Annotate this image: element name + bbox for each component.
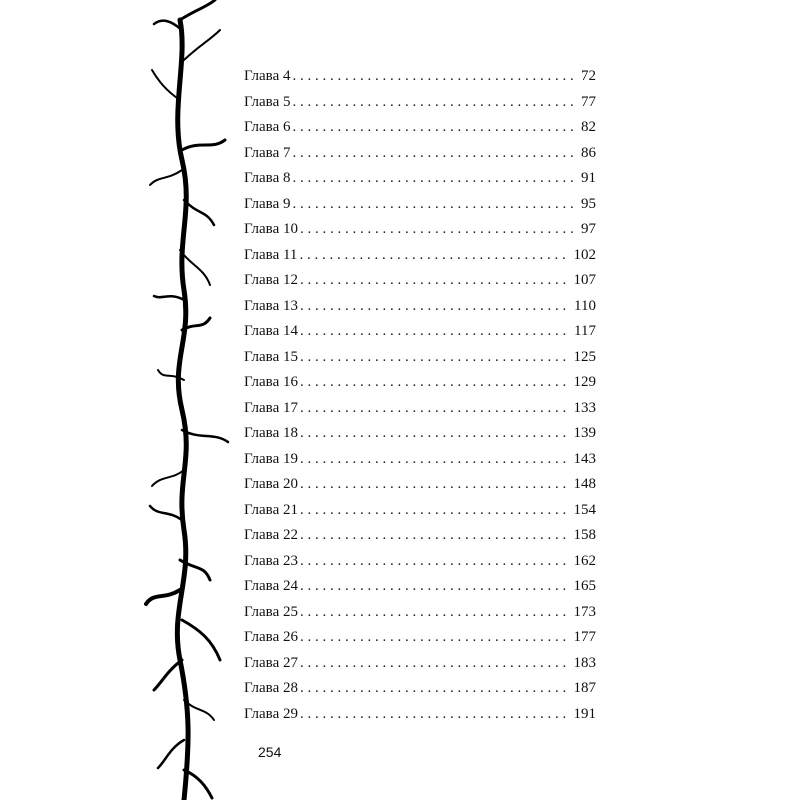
toc-entry: [244, 141, 596, 167]
toc-entry: [244, 574, 596, 600]
dot-leader: [300, 421, 568, 447]
dot-leader: [299, 243, 567, 269]
toc-entry: [244, 676, 596, 702]
toc-entry-title: Глава 21: [244, 501, 298, 518]
toc-entry-page: 97: [581, 221, 596, 237]
toc-entry-title: Глава 28: [244, 680, 298, 696]
toc-entry-title: Глава 11: [244, 246, 298, 263]
dot-leader: [292, 90, 575, 116]
toc-entry-title: Глава 16: [244, 374, 298, 390]
toc-entry: [244, 600, 596, 626]
dot-leader: [292, 192, 575, 218]
toc-entry: [244, 90, 596, 116]
dot-leader: [300, 294, 568, 320]
toc-entry-page: 187: [573, 680, 596, 696]
toc-entry-title: Глава 7: [244, 144, 291, 161]
toc-entry-title: Глава 26: [244, 629, 298, 645]
toc-entry-page: 125: [573, 348, 596, 365]
ink-vine-ornament-icon: [140, 0, 240, 800]
dot-leader: [300, 523, 568, 549]
table-of-contents: [244, 64, 596, 727]
toc-entry: [244, 243, 596, 269]
toc-entry: [244, 345, 596, 371]
toc-entry-title: Глава 13: [244, 297, 298, 314]
toc-entry: [244, 498, 596, 524]
toc-entry-page: 173: [573, 603, 596, 620]
toc-entry-title: Глава 24: [244, 578, 298, 594]
toc-entry-page: 129: [573, 374, 596, 390]
toc-entry-title: Глава 27: [244, 654, 298, 671]
toc-entry-title: Глава 19: [244, 450, 298, 467]
toc-entry: [244, 447, 596, 473]
toc-entry-title: Глава 29: [244, 705, 298, 722]
toc-entry: [244, 549, 596, 575]
dot-leader: [292, 141, 575, 167]
toc-entry-page: 158: [573, 527, 596, 543]
dot-leader: [300, 600, 568, 626]
toc-entry-title: Глава 17: [244, 399, 298, 416]
toc-entry-title: Глава 5: [244, 93, 291, 110]
dot-leader: [300, 447, 568, 473]
toc-entry: [244, 421, 596, 447]
toc-entry-page: 72: [581, 68, 596, 84]
dot-leader: [300, 396, 568, 422]
toc-entry-title: Глава 20: [244, 476, 298, 492]
toc-entry-page: 165: [573, 578, 596, 594]
toc-entry: [244, 115, 596, 141]
toc-entry: [244, 472, 596, 498]
toc-entry-title: Глава 12: [244, 272, 298, 288]
toc-entry-title: Глава 25: [244, 603, 298, 620]
toc-entry-page: 110: [574, 297, 596, 314]
toc-entry-title: Глава 14: [244, 323, 298, 339]
toc-entry: [244, 396, 596, 422]
toc-entry: [244, 294, 596, 320]
toc-entry-title: Глава 9: [244, 195, 291, 212]
toc-entry-page: 82: [581, 119, 596, 135]
dot-leader: [300, 651, 568, 677]
toc-entry: [244, 64, 596, 90]
page-number: 254: [258, 744, 282, 760]
toc-entry-page: 183: [573, 654, 596, 671]
toc-entry-page: 162: [573, 552, 596, 569]
toc-entry: [244, 192, 596, 218]
toc-entry-page: 191: [573, 705, 596, 722]
dot-leader: [300, 574, 568, 600]
toc-entry-page: 86: [581, 144, 596, 161]
toc-entry-page: 148: [573, 476, 596, 492]
toc-entry: [244, 370, 596, 396]
toc-entry-title: Глава 10: [244, 221, 298, 237]
dot-leader: [300, 370, 568, 396]
toc-entry-title: Глава 22: [244, 527, 298, 543]
toc-entry-title: Глава 6: [244, 119, 291, 135]
toc-entry-page: 107: [573, 272, 596, 288]
toc-entry-page: 91: [581, 170, 596, 186]
toc-entry-page: 177: [573, 629, 596, 645]
dot-leader: [300, 549, 568, 575]
toc-entry-page: 154: [573, 501, 596, 518]
toc-entry: [244, 702, 596, 728]
toc-entry-page: 77: [581, 93, 596, 110]
toc-entry-page: 102: [573, 246, 596, 263]
toc-entry: [244, 268, 596, 294]
dot-leader: [292, 115, 575, 141]
dot-leader: [300, 268, 568, 294]
toc-entry-page: 139: [573, 425, 596, 441]
dot-leader: [300, 498, 568, 524]
toc-entry-page: 143: [573, 450, 596, 467]
dot-leader: [300, 625, 568, 651]
toc-entry: [244, 625, 596, 651]
dot-leader: [300, 676, 568, 702]
toc-entry-title: Глава 18: [244, 425, 298, 441]
toc-entry-title: Глава 8: [244, 170, 291, 186]
dot-leader: [300, 702, 568, 728]
toc-entry: [244, 217, 596, 243]
dot-leader: [292, 64, 575, 90]
dot-leader: [300, 472, 568, 498]
dot-leader: [300, 319, 568, 345]
toc-entry: [244, 523, 596, 549]
dot-leader: [300, 345, 568, 371]
toc-entry-title: Глава 15: [244, 348, 298, 365]
toc-entry: [244, 651, 596, 677]
toc-entry: [244, 319, 596, 345]
toc-entry: [244, 166, 596, 192]
dot-leader: [300, 217, 575, 243]
toc-entry-page: 117: [574, 323, 596, 339]
toc-entry-page: 133: [573, 399, 596, 416]
toc-entry-page: 95: [581, 195, 596, 212]
toc-entry-title: Глава 4: [244, 68, 291, 84]
dot-leader: [292, 166, 575, 192]
toc-entry-title: Глава 23: [244, 552, 298, 569]
